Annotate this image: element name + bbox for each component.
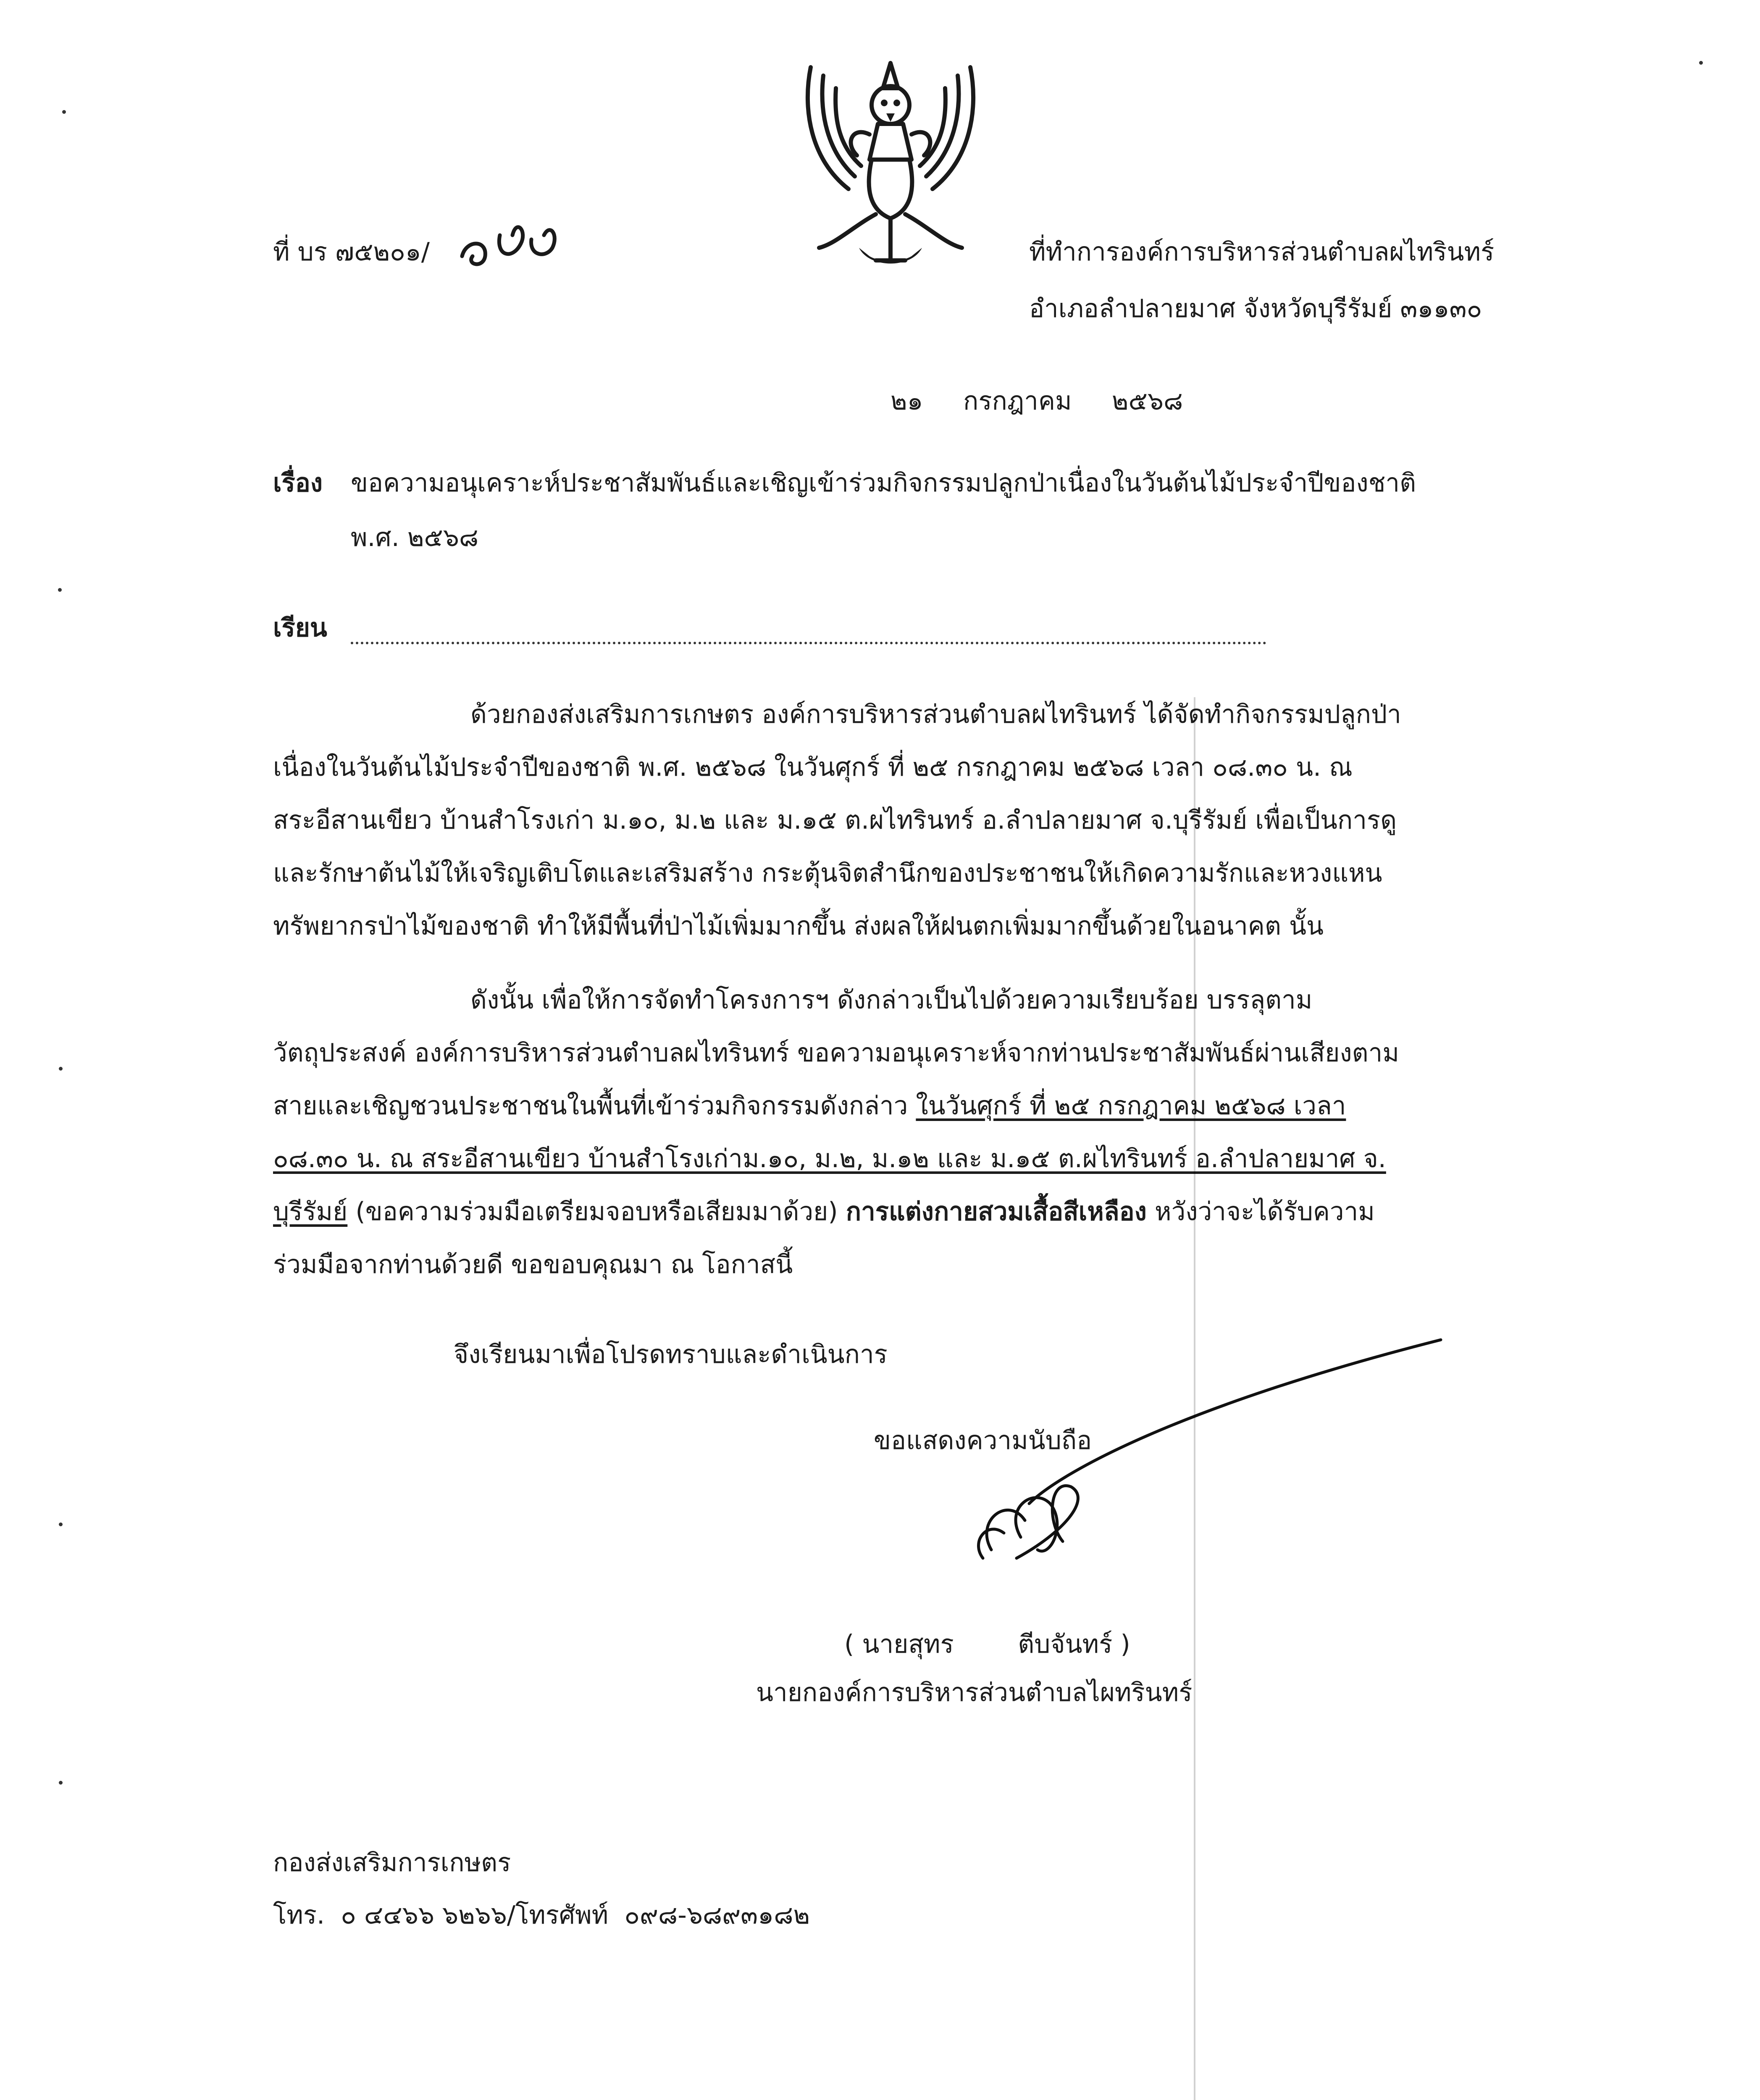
body-line (273, 1132, 1567, 1185)
body-line (273, 1079, 1567, 1132)
signer-name: ( นายสุทร ตีบจันทร์ ) (844, 1630, 1130, 1659)
body-line: ร่วมมือจากท่านด้วยดี ขอขอบคุณมา ณ โอกาสนี้ (273, 1250, 793, 1279)
dress-code-bold: การแต่งกายสวมเสื้อสีเหลือง (846, 1197, 1147, 1226)
body-line: ดังนั้น เพื่อให้การจัดทำโครงการฯ ดังกล่าวเป็นไปด้วยความเรียบร้อย บรรลุตาม (470, 985, 1313, 1015)
margin-mark (58, 588, 62, 592)
subject-label: เรื่อง (273, 468, 323, 498)
subject-line-2: พ.ศ. ๒๕๖๘ (351, 523, 479, 552)
recipient-dotted-line (351, 642, 1266, 644)
body-line: และรักษาต้นไม้ให้เจริญเติบโตและเสริมสร้าง กระตุ้นจิตสำนึกของประชาชนให้เกิดความรักและหวงแหน (273, 858, 1382, 888)
letter-date: ๒๑ กรกฎาคม ๒๕๖๘ (891, 386, 1183, 416)
body-line: ด้วยกองส่งเสริมการเกษตร องค์การบริหารส่วนตำบลผไทรินทร์ ได้จัดทำกิจกรรมปลูกป่า (470, 700, 1401, 729)
body-paragraph-2 (273, 974, 1567, 1291)
event-location-underlined: ๐๘.๓๐ น. ณ สระอีสานเขียว บ้านสำโรงเก่าม.๑๐, ม.๒, ม.๑๒ และ ม.๑๕ ต.ผไทรินทร์ อ.ลำปลายมาศ จ. (273, 1144, 1386, 1173)
margin-mark (59, 1781, 63, 1785)
garuda-emblem (785, 50, 996, 277)
office-name: ที่ทำการองค์การบริหารส่วนตำบลผไทรินทร์ (1029, 237, 1495, 267)
signature (924, 1323, 1470, 1638)
hope-text: หวังว่าจะได้รับความ (1146, 1197, 1375, 1226)
signer-title: นายกองค์การบริหารส่วนตำบลไผทรินทร์ (756, 1678, 1193, 1707)
closing-request: จึงเรียนมาเพื่อโปรดทราบและดำเนินการ (454, 1340, 888, 1369)
body-line: วัตถุประสงค์ องค์การบริหารส่วนตำบลผไทรินทร์ ขอความอนุเคราะห์จากท่านประชาสัมพันธ์ผ่านเสียงตาม (273, 1038, 1399, 1068)
margin-mark (62, 110, 66, 114)
body-paragraph-1 (273, 688, 1567, 953)
handwritten-reference-number (454, 210, 563, 277)
subject-line-1: ขอความอนุเคราะห์ประชาสัมพันธ์และเชิญเข้าร่วมกิจกรรมปลูกป่าเนื่องในวันต้นไม้ประจำปีของชาติ (351, 468, 1416, 498)
body-line: สระอีสานเขียว บ้านสำโรงเก่า ม.๑๐, ม.๒ และ ม.๑๕ ต.ผไทรินทร์ อ.ลำปลายมาศ จ.บุรีรัมย์ เพื่อเป็นการดู (273, 806, 1397, 835)
department-name: กองส่งเสริมการเกษตร (273, 1848, 511, 1877)
margin-mark (59, 1522, 63, 1526)
margin-mark (1699, 61, 1703, 65)
salutation-label: เรียน (273, 613, 327, 643)
body-line: ทรัพยากรป่าไม้ของชาติ ทำให้มีพื้นที่ป่าไม้เพิ่มมากขึ้น ส่งผลให้ฝนตกเพิ่มมากขึ้นด้วยในอนาคต นั้น (273, 911, 1324, 941)
office-address: อำเภอลำปลายมาศ จังหวัดบุรีรัมย์ ๓๑๑๓๐ (1029, 294, 1482, 323)
closing-regards: ขอแสดงความนับถือ (874, 1426, 1092, 1455)
event-province-underlined: บุรีรัมย์ (273, 1197, 348, 1226)
scan-fold-line (1194, 697, 1195, 2100)
invitation-text: สายและเชิญชวนประชาชนในพื้นที่เข้าร่วมกิจกรรมดังกล่าว (273, 1091, 916, 1121)
tools-note: (ขอความร่วมมือเตรียมจอบหรือเสียมมาด้วย) (347, 1197, 846, 1226)
margin-mark (59, 1067, 63, 1071)
contact-phone: โทร. ๐ ๔๔๖๖ ๖๒๖๖/โทรศัพท์ ๐๙๘-๖๘๙๓๑๘๒ (273, 1900, 810, 1930)
body-line: เนื่องในวันต้นไม้ประจำปีของชาติ พ.ศ. ๒๕๖๘ ในวันศุกร์ ที่ ๒๕ กรกฎาคม ๒๕๖๘ เวลา ๐๘.๓๐ น. ณ (273, 753, 1353, 782)
reference-number: ที่ บร ๗๕๒๐๑/ (273, 237, 430, 267)
body-line (273, 1185, 1567, 1238)
event-date-underlined: ในวันศุกร์ ที่ ๒๕ กรกฎาคม ๒๕๖๘ เวลา (916, 1091, 1346, 1121)
